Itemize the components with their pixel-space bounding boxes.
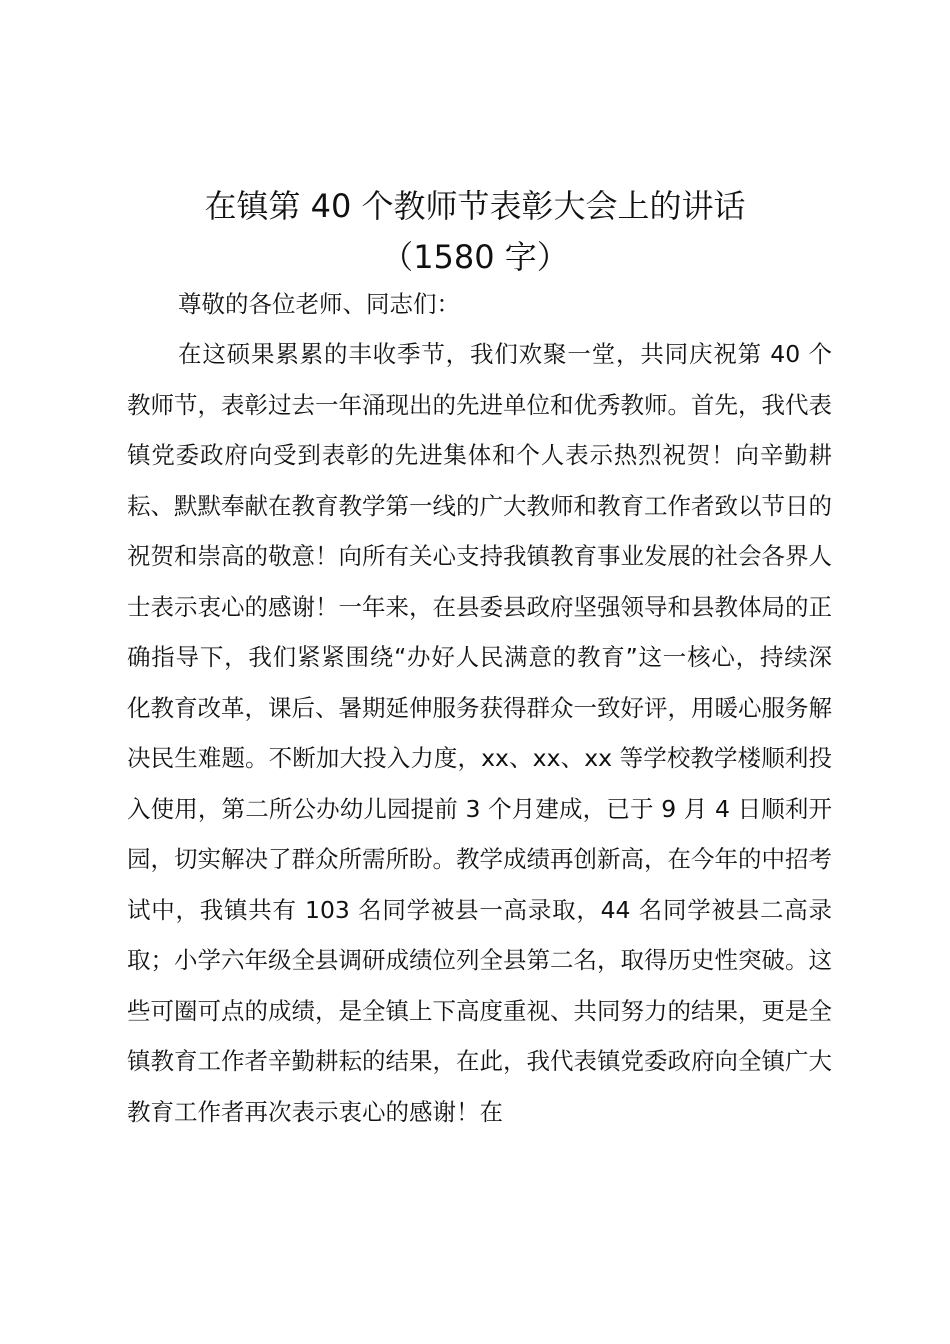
document-subtitle-word-count: （1580 字） — [381, 238, 569, 276]
greeting-line: 尊敬的各位老师、同志们： — [178, 290, 460, 318]
document-title: 在镇第 40 个教师节表彰大会上的讲话 — [204, 187, 746, 225]
body-paragraph: 在这硕果累累的丰收季节，我们欢聚一堂，共同庆祝第 40 个教师节，表彰过去一年涌现出的先进单位和优秀教师。首先，我代表镇党委政府向受到表彰的先进集体和个人表示热烈祝贺！向辛勤耕耘、默默奉献在教育教学第一线的广大教师和教育工作者致以节日的祝贺和崇高的敬意！向所有关心支持我镇教育事业发展的社会各界人士表示衷心的感谢！一年来，在县委县政府坚强领导和县教体局的正确指导下，我们紧紧围绕“办好人民满意的教育”这一核心，持续深化教育改革，课后、暑期延伸服务获得群众一致好评，用暖心服务解决民生难题。不断加大投入力度，xx、xx、xx 等学校教学楼顺利投入使用，第二所公办幼儿园提前 3 个月建成，已于 9 月 4 日顺利开园，切实解决了群众所需所盼。教学成绩再创新高，在今年的中招考试中，我镇共有 103 名同学被县一高录取，44 名同学被县二高录取；小学六年级全县调研成绩位列全县第二名，取得历史性突破。这些可圈可点的成绩，是全镇上下高度重视、共同努力的结果，更是全镇教育工作者辛勤耕耘的结果，在此，我代表镇党委政府向全镇广大教育工作者再次表示衷心的感谢！在 — [127, 340, 832, 1126]
